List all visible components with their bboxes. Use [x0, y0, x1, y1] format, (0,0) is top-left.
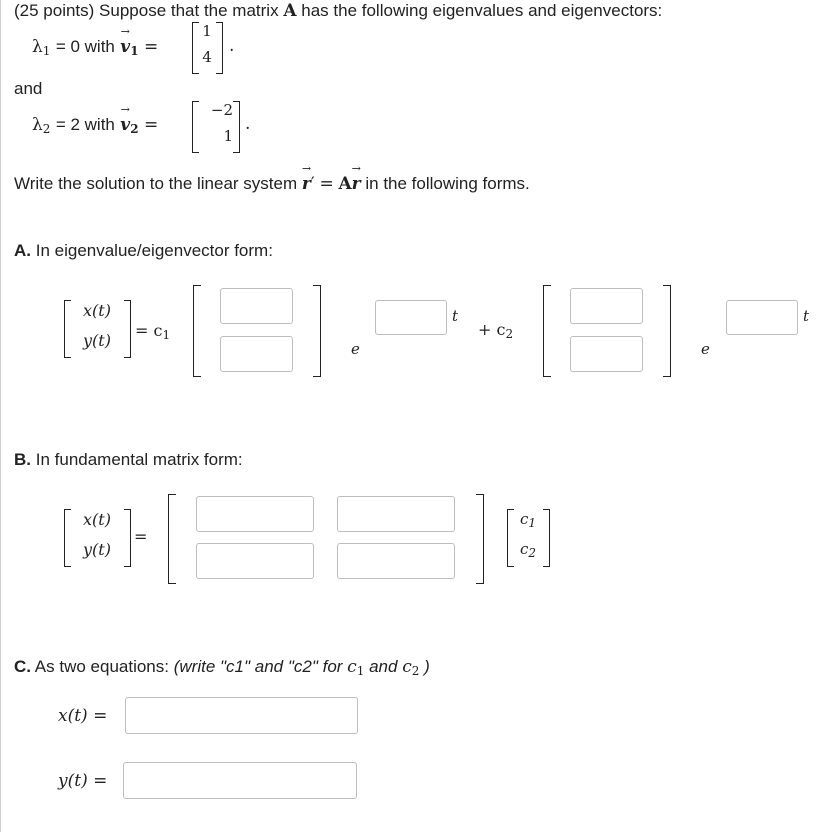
b-matrix-r2c2-input[interactable]: [337, 543, 455, 579]
c-y-label: [58, 771, 107, 791]
a-exponent-1-input[interactable]: [375, 300, 447, 335]
b-lhs-x: x(t): [83, 510, 111, 529]
v2-entry-bottom: 1: [223, 127, 233, 145]
c-y-label-text: y(t) =: [58, 771, 108, 791]
part-c-note: (write "c1" and "c2" for: [173, 657, 343, 676]
lambda-1-sub: 1: [42, 44, 51, 58]
a-exp-t-2: t: [803, 307, 810, 325]
a-lhs-x: x(t): [83, 301, 111, 320]
a-plus-c2: [478, 320, 513, 341]
page-left-border: [0, 0, 1, 832]
part-b-heading: [14, 450, 243, 470]
part-b-letter: B.: [14, 450, 31, 469]
b-matrix-r2c1-input[interactable]: [196, 543, 314, 579]
a-exp-base-2: e: [701, 340, 710, 358]
v2-entry-top: −2: [210, 101, 233, 119]
eigenvector-1-symbol: → v: [120, 37, 130, 57]
part-a-title: In eigenvalue/eigenvector form:: [35, 241, 273, 260]
b-c2-symbol: c: [519, 540, 529, 558]
instruction-pre: Write the solution to the linear system: [14, 174, 298, 193]
note-and: and: [369, 657, 398, 676]
lambda-1-symbol: λ: [32, 37, 43, 57]
c-x-label: [58, 706, 107, 726]
a-plus-c2-text: + c: [478, 320, 506, 339]
b-cvec-right-bracket: [543, 509, 550, 567]
lambda-2-value: = 2 with: [55, 115, 115, 134]
v1-right-bracket: [216, 22, 223, 74]
b-cvec-c1: [513, 510, 543, 530]
v2-period: .: [245, 114, 251, 134]
a-v1-top-input[interactable]: [220, 288, 293, 324]
part-a-letter: A.: [14, 241, 31, 260]
note-c2-sub: 2: [411, 664, 420, 678]
c-y-equation-input[interactable]: [123, 762, 357, 799]
a-v2-right-bracket: [663, 285, 671, 377]
c-x-label-text: x(t) =: [58, 706, 108, 726]
v1-entry-top: 1: [202, 22, 212, 40]
problem-header: [14, 1, 662, 21]
b-c1-sub: 1: [528, 516, 537, 530]
a-v1-left-bracket: [193, 285, 201, 377]
equals-sign: =: [143, 37, 159, 57]
a-v1-right-bracket: [313, 285, 321, 377]
header-text: (25 points) Suppose that the matrix: [14, 1, 279, 20]
r-vector-symbol-2: → r: [352, 174, 361, 194]
a-exponent-2-input[interactable]: [726, 300, 798, 335]
a-c2-sub: 2: [505, 327, 514, 341]
instruction-equals: =: [319, 174, 334, 194]
a-v2-top-input[interactable]: [570, 288, 643, 324]
b-matrix-left-bracket: [168, 494, 176, 584]
part-a-heading: [14, 241, 273, 261]
b-lhs-y: y(t): [83, 540, 111, 559]
header-tail: has the following eigenvalues and eigenvectors:: [301, 1, 663, 20]
b-equals: =: [134, 527, 148, 546]
b-matrix-r1c1-input[interactable]: [196, 496, 314, 532]
note-c1-symbol: c: [347, 657, 357, 677]
a-exp-t-1: t: [452, 307, 459, 325]
matrix-symbol: A: [283, 1, 297, 21]
eigenvector-1-sub: 1: [130, 44, 139, 58]
part-c-title: As two equations:: [34, 657, 169, 676]
instruction-matrix: A: [338, 174, 352, 194]
c-x-equation-input[interactable]: [125, 697, 358, 734]
lambda-2-symbol: λ: [32, 115, 43, 135]
a-v2-left-bracket: [543, 285, 551, 377]
a-eq-c1: [135, 321, 170, 342]
eigen-pair-1: [32, 37, 158, 58]
a-v2-bottom-input[interactable]: [570, 336, 643, 372]
b-matrix-right-bracket: [476, 494, 484, 584]
v1-period: .: [229, 36, 235, 56]
lambda-1-value: = 0 with: [55, 37, 115, 56]
instruction: [14, 174, 530, 194]
part-b-title: In fundamental matrix form:: [35, 450, 243, 469]
a-lhs-right-bracket: [124, 300, 131, 358]
note-c2-symbol: c: [402, 657, 412, 677]
eigenvector-2-sub: 2: [130, 122, 139, 136]
part-c-letter: C.: [14, 657, 31, 676]
b-matrix-r1c2-input[interactable]: [337, 496, 455, 532]
note-c1-sub: 1: [356, 664, 365, 678]
a-exp-base-1: e: [351, 340, 360, 358]
a-eq-c1-text: = c: [135, 321, 163, 340]
eigen-pair-2: [32, 115, 158, 136]
b-c2-sub: 2: [528, 546, 537, 560]
b-lhs-right-bracket: [124, 509, 131, 567]
a-v1-bottom-input[interactable]: [220, 336, 293, 372]
eigenvector-2-symbol: → v: [120, 115, 130, 135]
note-close: ): [424, 657, 430, 676]
part-c-heading: [14, 657, 430, 678]
instruction-post: in the following forms.: [365, 174, 530, 193]
connector-and: and: [14, 79, 43, 98]
equals-sign: =: [143, 115, 159, 135]
v1-entry-bottom: 4: [202, 48, 212, 66]
v2-right-bracket: [233, 101, 240, 153]
a-lhs-y: y(t): [83, 331, 111, 350]
a-c1-sub: 1: [162, 328, 171, 342]
lambda-2-sub: 2: [42, 122, 51, 136]
prime-symbol: ′: [310, 174, 315, 194]
b-c1-symbol: c: [519, 510, 529, 528]
r-vector-symbol: → r: [302, 174, 311, 194]
b-cvec-c2: [513, 540, 543, 560]
